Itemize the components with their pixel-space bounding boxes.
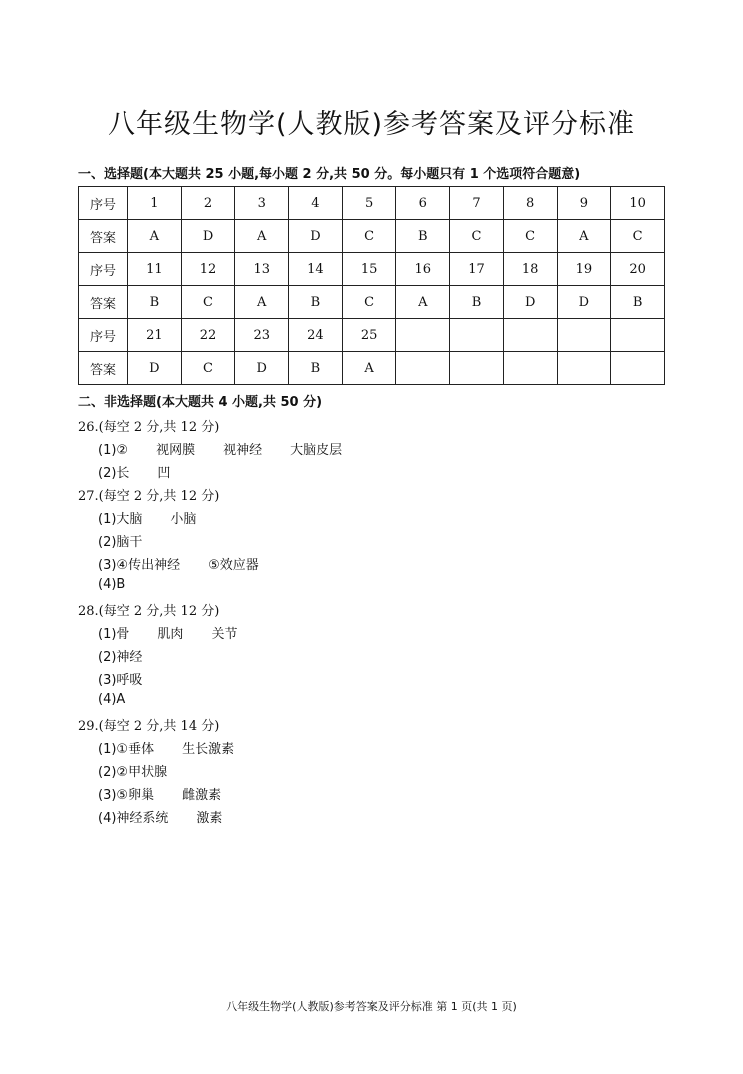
answer-text: 雌激素 xyxy=(182,788,222,803)
answer-text: 大脑皮层 xyxy=(290,443,343,458)
answer-text: ⑤效应器 xyxy=(208,558,259,573)
answer-table xyxy=(78,186,665,385)
answer-text: 凹 xyxy=(157,466,171,481)
question-number-cell xyxy=(503,319,557,352)
question-number-cell: 23 xyxy=(235,319,289,352)
row-label-answer: 答案 xyxy=(79,220,128,253)
answer-line xyxy=(98,439,370,458)
answer-cell: B xyxy=(396,220,450,253)
question-number-cell: 9 xyxy=(557,187,611,220)
answer-line xyxy=(98,577,153,592)
question-number-cell: 11 xyxy=(128,253,182,286)
answer-text: (2)长 xyxy=(98,466,130,481)
question-number-cell: 15 xyxy=(342,253,396,286)
question-number-cell: 5 xyxy=(342,187,396,220)
answer-text: (1)①垂体 xyxy=(98,742,155,757)
question-number-cell: 10 xyxy=(611,187,665,220)
answer-cell: A xyxy=(128,220,182,253)
answer-text: 视网膜 xyxy=(156,443,196,458)
answer-cell: A xyxy=(396,286,450,319)
question-number-cell: 8 xyxy=(503,187,557,220)
question-number-cell xyxy=(611,319,665,352)
answer-text: (1)骨 xyxy=(98,627,130,642)
question-number-cell: 20 xyxy=(611,253,665,286)
answer-line xyxy=(98,531,170,550)
question-number-cell: 18 xyxy=(503,253,557,286)
answer-cell: B xyxy=(450,286,504,319)
question-number-cell: 2 xyxy=(181,187,235,220)
answer-table-body xyxy=(79,187,665,385)
answer-cell: A xyxy=(235,286,289,319)
answer-cell: A xyxy=(557,220,611,253)
answer-line xyxy=(98,692,153,707)
question-number-cell: 7 xyxy=(450,187,504,220)
answer-line xyxy=(98,462,198,481)
question-number-cell: 21 xyxy=(128,319,182,352)
table-row-numbers xyxy=(79,187,665,220)
answer-text: 生长激素 xyxy=(182,742,235,757)
question-number-cell: 6 xyxy=(396,187,450,220)
answer-text: (3)④传出神经 xyxy=(98,558,181,573)
answer-cell: D xyxy=(557,286,611,319)
answer-cell: C xyxy=(181,286,235,319)
answer-line xyxy=(98,646,170,665)
answer-cell: C xyxy=(342,220,396,253)
answer-line xyxy=(98,784,249,803)
answer-cell: C xyxy=(450,220,504,253)
question-header: 27.(每空 2 分,共 12 分) xyxy=(78,489,220,504)
answer-line xyxy=(98,761,195,780)
answer-cell: A xyxy=(235,220,289,253)
question-number-cell: 1 xyxy=(128,187,182,220)
answer-line xyxy=(98,554,287,573)
answer-cell: C xyxy=(342,286,396,319)
question-number-cell: 4 xyxy=(289,187,343,220)
table-row-answers xyxy=(79,286,665,319)
answer-text: (3)⑤卵巢 xyxy=(98,788,155,803)
question-number-cell xyxy=(450,319,504,352)
answer-cell: D xyxy=(181,220,235,253)
answer-line xyxy=(98,623,265,642)
question-number-cell: 24 xyxy=(289,319,343,352)
answer-cell xyxy=(611,352,665,385)
row-label-answer: 答案 xyxy=(79,286,128,319)
answer-text: (1)② xyxy=(98,443,129,458)
answer-line xyxy=(98,669,170,688)
row-label-number: 序号 xyxy=(79,187,128,220)
answer-text: 肌肉 xyxy=(157,627,184,642)
answer-cell: C xyxy=(611,220,665,253)
question-number-cell: 22 xyxy=(181,319,235,352)
page-title: 八年级生物学(人教版)参考答案及评分标准 xyxy=(107,109,636,140)
answer-cell: B xyxy=(289,352,343,385)
answer-text: 关节 xyxy=(211,627,238,642)
question-number-cell: 13 xyxy=(235,253,289,286)
question-number-cell: 19 xyxy=(557,253,611,286)
row-label-number: 序号 xyxy=(79,253,128,286)
question-number-cell: 16 xyxy=(396,253,450,286)
table-row-answers xyxy=(79,220,665,253)
page-footer: 八年级生物学(人教版)参考答案及评分标准 第 1 页(共 1 页) xyxy=(226,1000,517,1013)
question-number-cell: 17 xyxy=(450,253,504,286)
question-header: 26.(每空 2 分,共 12 分) xyxy=(78,420,220,435)
answer-cell: C xyxy=(503,220,557,253)
answer-cell: D xyxy=(289,220,343,253)
question-header: 29.(每空 2 分,共 14 分) xyxy=(78,719,220,734)
question-number-cell: 25 xyxy=(342,319,396,352)
question-number-cell xyxy=(396,319,450,352)
answer-cell: B xyxy=(289,286,343,319)
row-label-answer: 答案 xyxy=(79,352,128,385)
answer-text: 激素 xyxy=(196,811,223,826)
answer-text: (1)大脑 xyxy=(98,512,143,527)
answer-text: (3)呼吸 xyxy=(98,673,143,688)
answer-cell: D xyxy=(235,352,289,385)
answer-text: 视神经 xyxy=(223,443,263,458)
section-1-heading: 一、选择题(本大题共 25 小题,每小题 2 分,共 50 分。每小题只有 1 个选项符合题意) xyxy=(78,167,581,182)
answer-cell xyxy=(450,352,504,385)
table-row-numbers xyxy=(79,253,665,286)
answer-cell xyxy=(396,352,450,385)
answer-cell: B xyxy=(128,286,182,319)
question-number-cell: 12 xyxy=(181,253,235,286)
answer-cell xyxy=(557,352,611,385)
answer-text: (4)A xyxy=(98,692,126,707)
answer-cell: D xyxy=(503,286,557,319)
answer-cell: B xyxy=(611,286,665,319)
question-number-cell: 14 xyxy=(289,253,343,286)
table-row-answers xyxy=(79,352,665,385)
answer-cell xyxy=(503,352,557,385)
answer-line xyxy=(98,508,224,527)
answer-text: (4)B xyxy=(98,577,126,592)
answer-text: (4)神经系统 xyxy=(98,811,169,826)
section-2-heading: 二、非选择题(本大题共 4 小题,共 50 分) xyxy=(78,395,323,410)
question-header: 28.(每空 2 分,共 12 分) xyxy=(78,604,220,619)
row-label-number: 序号 xyxy=(79,319,128,352)
answer-cell: C xyxy=(181,352,235,385)
answer-line xyxy=(98,807,250,826)
answer-text: (2)②甲状腺 xyxy=(98,765,168,780)
answer-text: 小脑 xyxy=(170,512,197,527)
question-number-cell xyxy=(557,319,611,352)
answer-line xyxy=(98,738,262,757)
answer-text: (2)神经 xyxy=(98,650,143,665)
answer-text: (2)脑干 xyxy=(98,535,143,550)
answer-cell: D xyxy=(128,352,182,385)
question-number-cell: 3 xyxy=(235,187,289,220)
table-row-numbers xyxy=(79,319,665,352)
answer-cell: A xyxy=(342,352,396,385)
